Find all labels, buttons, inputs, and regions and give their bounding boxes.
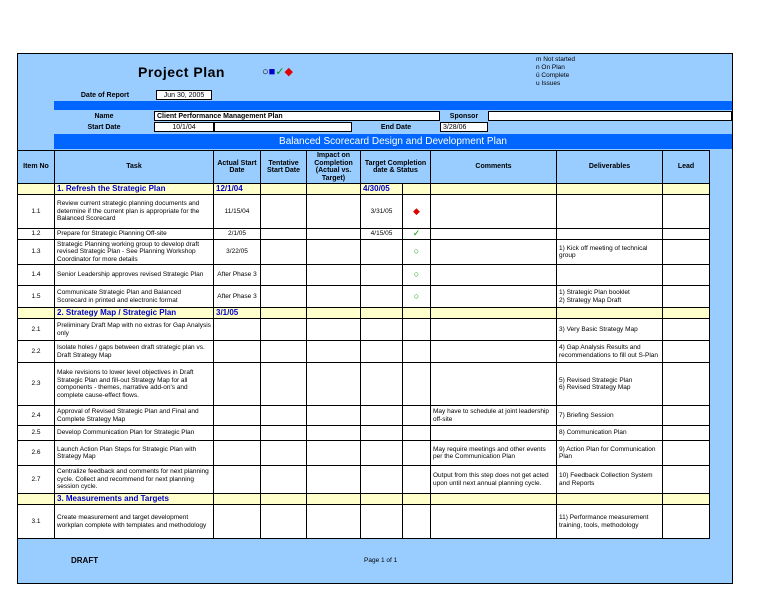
page-title: Project Plan bbox=[138, 64, 225, 80]
impact-cell[interactable] bbox=[307, 195, 361, 229]
section-start-date[interactable]: 3/1/05 bbox=[214, 308, 261, 319]
table-row bbox=[18, 426, 710, 441]
section-deliverables[interactable] bbox=[557, 494, 663, 505]
check-icon: ✓ bbox=[412, 228, 421, 239]
comments-cell[interactable]: May require meetings and other events per the Communication Plan bbox=[431, 441, 557, 466]
circle-icon: ○ bbox=[413, 269, 420, 280]
col-deliverables: Deliverables bbox=[557, 151, 663, 184]
target-date-cell[interactable] bbox=[361, 319, 403, 341]
legend-on-plan: n On Plan bbox=[536, 64, 565, 71]
table-row bbox=[18, 265, 710, 286]
col-lead: Lead bbox=[663, 151, 710, 184]
target-date-cell[interactable] bbox=[361, 341, 403, 363]
item-no: 1.3 bbox=[18, 240, 55, 265]
target-date-cell[interactable] bbox=[361, 240, 403, 265]
comments-cell[interactable] bbox=[431, 195, 557, 229]
tentative-start-cell[interactable] bbox=[261, 286, 307, 308]
status-cell[interactable] bbox=[403, 441, 431, 466]
comments-cell[interactable] bbox=[431, 363, 557, 406]
section-blank bbox=[18, 494, 55, 505]
impact-cell[interactable] bbox=[307, 319, 361, 341]
comments-cell[interactable] bbox=[431, 319, 557, 341]
deliverables-cell[interactable]: 11) Performance measurement training, tools, methodology bbox=[557, 505, 663, 539]
start-date-label: Start Date bbox=[87, 124, 121, 131]
section-impact[interactable] bbox=[307, 494, 361, 505]
impact-cell[interactable] bbox=[307, 505, 361, 539]
section-tentative[interactable] bbox=[261, 184, 307, 195]
table-row bbox=[18, 319, 710, 341]
check-icon: ✓ bbox=[275, 66, 285, 78]
item-no: 2.6 bbox=[18, 441, 55, 466]
sponsor-field[interactable] bbox=[488, 111, 732, 121]
task-cell[interactable]: Make revisions to lower level objectives in Draft Strategic Plan and fill-out Strategy Map for all components - themes, narrative add-on's and complete cause-effect flows. bbox=[55, 363, 214, 406]
section-comments[interactable] bbox=[431, 494, 557, 505]
section-blank bbox=[18, 184, 55, 195]
section-tentative[interactable] bbox=[261, 308, 307, 319]
actual-start-cell[interactable] bbox=[214, 406, 261, 426]
status-symbols bbox=[262, 65, 293, 78]
target-date-cell[interactable]: 4/15/05 bbox=[361, 229, 403, 240]
deliverables-cell[interactable]: 8) Communication Plan bbox=[557, 426, 663, 441]
col-target-status: Target Completion date & Status bbox=[361, 151, 431, 184]
deliverables-cell[interactable] bbox=[557, 229, 663, 240]
section-comments[interactable] bbox=[431, 184, 557, 195]
status-cell[interactable] bbox=[403, 406, 431, 426]
target-date-cell[interactable]: 3/31/05 bbox=[361, 195, 403, 229]
deliverables-cell[interactable]: 1) Kick off meeting of technical group bbox=[557, 240, 663, 265]
section-target-date[interactable]: 4/30/05 bbox=[361, 184, 403, 195]
task-cell[interactable]: Create measurement and target development workplan complete with templates and methodology bbox=[55, 505, 214, 539]
section-row bbox=[18, 308, 710, 319]
task-cell[interactable]: Preliminary Draft Map with no extras for Gap Analysis only bbox=[55, 319, 214, 341]
tentative-start-cell[interactable] bbox=[261, 341, 307, 363]
section-title: 1. Refresh the Strategic Plan bbox=[55, 184, 214, 195]
table-row bbox=[18, 406, 710, 426]
deliverables-cell[interactable]: 1) Strategic Plan booklet 2) Strategy Map Draft bbox=[557, 286, 663, 308]
name-label: Name bbox=[94, 113, 114, 120]
circle-icon: ○ bbox=[413, 246, 420, 257]
section-lead[interactable] bbox=[663, 308, 710, 319]
status-cell[interactable] bbox=[403, 363, 431, 406]
actual-start-cell[interactable] bbox=[214, 426, 261, 441]
actual-start-cell[interactable]: 2/1/05 bbox=[214, 229, 261, 240]
status-cell[interactable] bbox=[403, 240, 431, 265]
table-row bbox=[18, 341, 710, 363]
col-impact: Impact on Completion (Actual vs. Target) bbox=[307, 151, 361, 184]
item-no: 2.2 bbox=[18, 341, 55, 363]
draft-watermark: DRAFT bbox=[71, 556, 99, 565]
target-date-cell[interactable] bbox=[361, 363, 403, 406]
section-target-date[interactable] bbox=[361, 308, 403, 319]
sponsor-label: Sponsor bbox=[449, 113, 479, 120]
actual-start-cell[interactable] bbox=[214, 466, 261, 494]
status-legend bbox=[536, 56, 575, 88]
impact-cell[interactable] bbox=[307, 363, 361, 406]
impact-cell[interactable] bbox=[307, 229, 361, 240]
comments-cell[interactable]: Output from this step does not get acted upon until next annual planning cycle. bbox=[431, 466, 557, 494]
project-plan-sheet bbox=[17, 53, 733, 584]
target-date-cell[interactable] bbox=[361, 286, 403, 308]
item-no: 3.1 bbox=[18, 505, 55, 539]
actual-start-cell[interactable] bbox=[214, 341, 261, 363]
table-row bbox=[18, 286, 710, 308]
tentative-start-cell[interactable] bbox=[261, 426, 307, 441]
square-icon: ■ bbox=[268, 66, 276, 78]
lead-cell[interactable] bbox=[663, 505, 710, 539]
lead-cell[interactable] bbox=[663, 363, 710, 406]
plan-banner: Balanced Scorecard Design and Development Plan bbox=[54, 134, 732, 149]
lead-cell[interactable] bbox=[663, 240, 710, 265]
item-no: 2.4 bbox=[18, 406, 55, 426]
table-row bbox=[18, 466, 710, 494]
circle-icon: ○ bbox=[413, 290, 420, 301]
end-date-field[interactable]: 3/28/06 bbox=[440, 122, 488, 132]
deliverables-cell[interactable]: 3) Very Basic Strategy Map bbox=[557, 319, 663, 341]
actual-start-cell[interactable]: After Phase 3 bbox=[214, 265, 261, 286]
lead-cell[interactable] bbox=[663, 319, 710, 341]
col-item-no: Item No bbox=[18, 151, 55, 184]
item-no: 1.1 bbox=[18, 195, 55, 229]
tentative-start-cell[interactable] bbox=[261, 240, 307, 265]
actual-start-cell[interactable]: 11/15/04 bbox=[214, 195, 261, 229]
separator-bar bbox=[54, 101, 732, 110]
status-cell[interactable] bbox=[403, 505, 431, 539]
section-tentative[interactable] bbox=[261, 494, 307, 505]
task-cell[interactable]: Launch Action Plan Steps for Strategic Plan with Strategy Map bbox=[55, 441, 214, 466]
actual-start-cell[interactable] bbox=[214, 441, 261, 466]
section-deliverables[interactable] bbox=[557, 308, 663, 319]
tentative-start-cell[interactable] bbox=[261, 505, 307, 539]
comments-cell[interactable] bbox=[431, 240, 557, 265]
tentative-start-cell[interactable] bbox=[261, 319, 307, 341]
comments-cell[interactable] bbox=[431, 286, 557, 308]
status-cell[interactable] bbox=[403, 319, 431, 341]
status-cell[interactable] bbox=[403, 466, 431, 494]
col-tentative-start: Tentative Start Date bbox=[261, 151, 307, 184]
section-status[interactable] bbox=[403, 184, 431, 195]
task-cell[interactable]: Isolate holes / gaps between draft strategic plan vs. Draft Strategy Map bbox=[55, 341, 214, 363]
deliverables-cell[interactable]: 5) Revised Strategic Plan 6) Revised Strategy Map bbox=[557, 363, 663, 406]
name-field[interactable]: Client Performance Management Plan bbox=[154, 111, 440, 121]
deliverables-cell[interactable] bbox=[557, 195, 663, 229]
item-no: 1.2 bbox=[18, 229, 55, 240]
deliverables-cell[interactable]: 9) Action Plan for Communication Plan bbox=[557, 441, 663, 466]
status-cell[interactable] bbox=[403, 265, 431, 286]
actual-start-cell[interactable] bbox=[214, 505, 261, 539]
section-lead[interactable] bbox=[663, 494, 710, 505]
impact-cell[interactable] bbox=[307, 341, 361, 363]
impact-cell[interactable] bbox=[307, 265, 361, 286]
impact-cell[interactable] bbox=[307, 426, 361, 441]
task-cell[interactable]: Develop Communication Plan for Strategic Plan bbox=[55, 426, 214, 441]
impact-cell[interactable] bbox=[307, 240, 361, 265]
table-row bbox=[18, 229, 710, 240]
lead-cell[interactable] bbox=[663, 466, 710, 494]
impact-cell[interactable] bbox=[307, 406, 361, 426]
table-row bbox=[18, 363, 710, 406]
blank-field[interactable] bbox=[214, 122, 352, 132]
tentative-start-cell[interactable] bbox=[261, 441, 307, 466]
lead-cell[interactable] bbox=[663, 406, 710, 426]
circle-icon: ○ bbox=[262, 66, 269, 78]
item-no: 2.3 bbox=[18, 363, 55, 406]
comments-cell[interactable]: May have to schedule at joint leadership off-site bbox=[431, 406, 557, 426]
task-cell[interactable]: Review current strategic planning documents and determine if the current plan is appropriate for the Balanced Scorecard bbox=[55, 195, 214, 229]
section-start-date[interactable] bbox=[214, 494, 261, 505]
status-cell[interactable] bbox=[403, 195, 431, 229]
comments-cell[interactable] bbox=[431, 341, 557, 363]
actual-start-cell[interactable]: After Phase 3 bbox=[214, 286, 261, 308]
section-lead[interactable] bbox=[663, 184, 710, 195]
legend-issues: u Issues bbox=[536, 80, 561, 87]
section-impact[interactable] bbox=[307, 184, 361, 195]
actual-start-cell[interactable] bbox=[214, 363, 261, 406]
plan-table bbox=[17, 150, 710, 539]
section-blank bbox=[18, 308, 55, 319]
section-comments[interactable] bbox=[431, 308, 557, 319]
lead-cell[interactable] bbox=[663, 286, 710, 308]
page-number: Page 1 of 1 bbox=[364, 557, 398, 564]
deliverables-cell[interactable] bbox=[557, 265, 663, 286]
deliverables-cell[interactable]: 4) Gap Analysis Results and recommendations to fill out S-Plan bbox=[557, 341, 663, 363]
target-date-cell[interactable] bbox=[361, 406, 403, 426]
diamond-icon: ◆ bbox=[284, 66, 293, 78]
impact-cell[interactable] bbox=[307, 466, 361, 494]
section-status[interactable] bbox=[403, 494, 431, 505]
legend-complete: ü Complete bbox=[536, 72, 570, 79]
task-cell[interactable]: Communicate Strategic Plan and Balanced Scorecard in printed and electronic format bbox=[55, 286, 214, 308]
section-row bbox=[18, 184, 710, 195]
target-date-cell[interactable] bbox=[361, 265, 403, 286]
diamond-icon: ◆ bbox=[413, 205, 420, 216]
task-cell[interactable]: Approval of Revised Strategic Plan and Final and Complete Strategy Map bbox=[55, 406, 214, 426]
section-impact[interactable] bbox=[307, 308, 361, 319]
tentative-start-cell[interactable] bbox=[261, 195, 307, 229]
tentative-start-cell[interactable] bbox=[261, 265, 307, 286]
table-row bbox=[18, 505, 710, 539]
section-title: 3. Measurements and Targets bbox=[55, 494, 214, 505]
impact-cell[interactable] bbox=[307, 441, 361, 466]
item-no: 1.4 bbox=[18, 265, 55, 286]
date-of-report-label: Date of Report bbox=[80, 92, 130, 99]
section-target-date[interactable] bbox=[361, 494, 403, 505]
lead-cell[interactable] bbox=[663, 195, 710, 229]
tentative-start-cell[interactable] bbox=[261, 406, 307, 426]
item-no: 2.1 bbox=[18, 319, 55, 341]
section-row bbox=[18, 494, 710, 505]
lead-cell[interactable] bbox=[663, 341, 710, 363]
lead-cell[interactable] bbox=[663, 229, 710, 240]
target-date-cell[interactable] bbox=[361, 441, 403, 466]
item-no: 1.5 bbox=[18, 286, 55, 308]
table-header bbox=[18, 151, 710, 184]
section-title: 2. Strategy Map / Strategic Plan bbox=[55, 308, 214, 319]
table-row bbox=[18, 441, 710, 466]
tentative-start-cell[interactable] bbox=[261, 229, 307, 240]
lead-cell[interactable] bbox=[663, 441, 710, 466]
target-date-cell[interactable] bbox=[361, 466, 403, 494]
section-start-date[interactable]: 12/1/04 bbox=[214, 184, 261, 195]
end-date-label: End Date bbox=[380, 124, 412, 131]
date-of-report-field[interactable]: Jun 30, 2005 bbox=[156, 90, 212, 100]
item-no: 2.5 bbox=[18, 426, 55, 441]
item-no: 2.7 bbox=[18, 466, 55, 494]
lead-cell[interactable] bbox=[663, 265, 710, 286]
comments-cell[interactable] bbox=[431, 505, 557, 539]
col-task: Task bbox=[55, 151, 214, 184]
legend-not-started: m Not started bbox=[536, 56, 576, 63]
impact-cell[interactable] bbox=[307, 286, 361, 308]
target-date-cell[interactable] bbox=[361, 426, 403, 441]
lead-cell[interactable] bbox=[663, 426, 710, 441]
table-row bbox=[18, 240, 710, 265]
col-comments: Comments bbox=[431, 151, 557, 184]
section-status[interactable] bbox=[403, 308, 431, 319]
target-date-cell[interactable] bbox=[361, 505, 403, 539]
comments-cell[interactable] bbox=[431, 426, 557, 441]
comments-cell[interactable] bbox=[431, 229, 557, 240]
deliverables-cell[interactable]: 7) Briefing Session bbox=[557, 406, 663, 426]
section-deliverables[interactable] bbox=[557, 184, 663, 195]
status-cell[interactable] bbox=[403, 286, 431, 308]
status-cell[interactable] bbox=[403, 341, 431, 363]
tentative-start-cell[interactable] bbox=[261, 363, 307, 406]
status-cell[interactable] bbox=[403, 229, 431, 240]
col-actual-start: Actual Start Date bbox=[214, 151, 261, 184]
task-cell[interactable]: Senior Leadership approves revised Strategic Plan bbox=[55, 265, 214, 286]
task-cell[interactable]: Centralize feedback and comments for next planning cycle. Collect and recommend for next planning session cycle. bbox=[55, 466, 214, 494]
task-cell[interactable]: Strategic Planning working group to develop draft revised Strategic Plan - See Planning Workshop Coordinator for more details bbox=[55, 240, 214, 265]
table-row bbox=[18, 195, 710, 229]
tentative-start-cell[interactable] bbox=[261, 466, 307, 494]
actual-start-cell[interactable] bbox=[214, 319, 261, 341]
actual-start-cell[interactable]: 3/22/05 bbox=[214, 240, 261, 265]
task-cell[interactable]: Prepare for Strategic Planning Off-site bbox=[55, 229, 214, 240]
start-date-field[interactable]: 10/1/04 bbox=[154, 122, 214, 132]
deliverables-cell[interactable]: 10) Feedback Collection System and Reports bbox=[557, 466, 663, 494]
comments-cell[interactable] bbox=[431, 265, 557, 286]
status-cell[interactable] bbox=[403, 426, 431, 441]
